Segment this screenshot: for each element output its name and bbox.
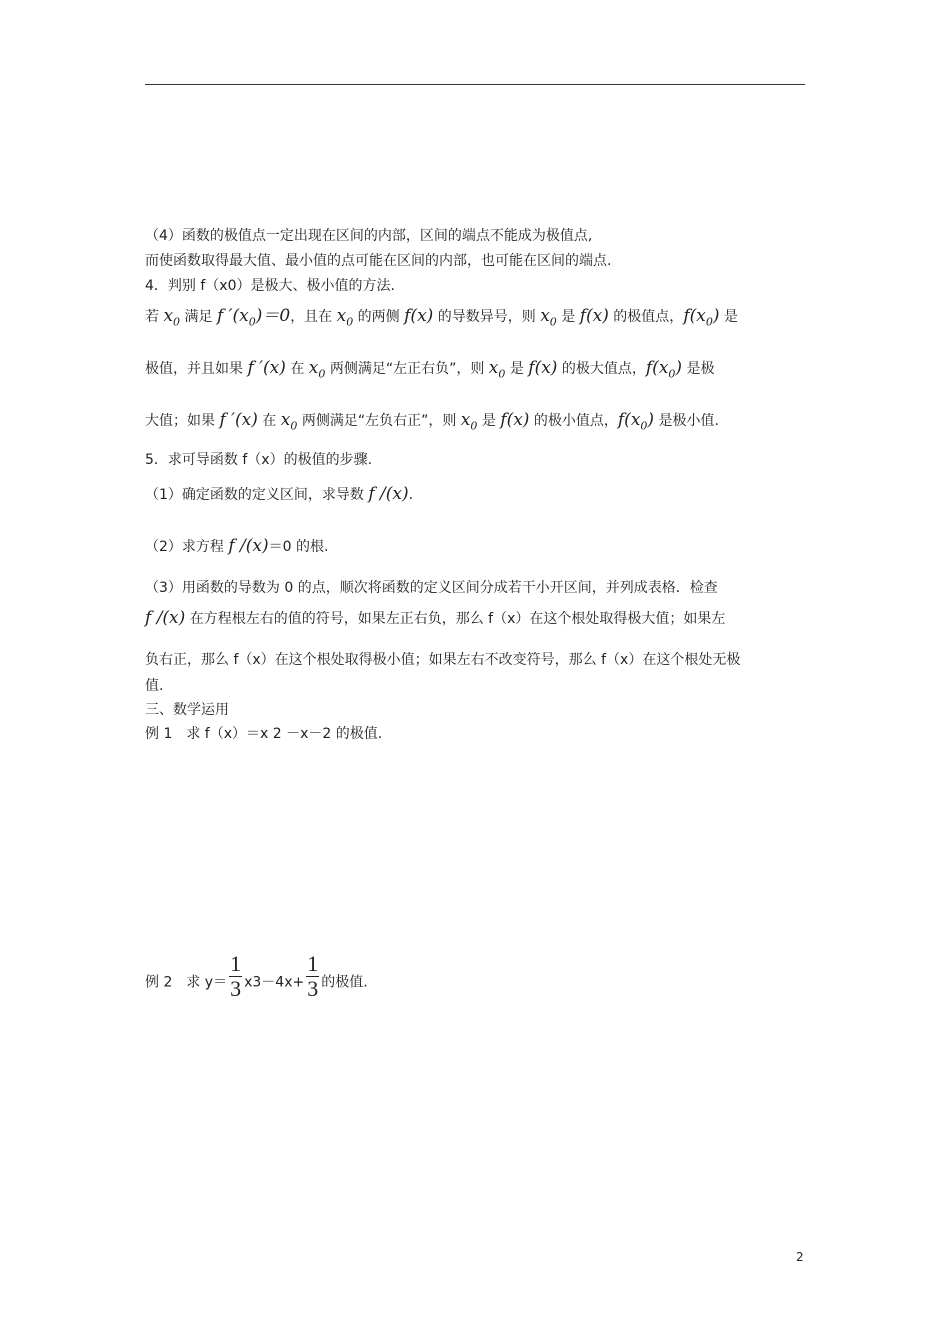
section3-heading: 三、数学运用 xyxy=(145,702,229,718)
math-fslash-x: f /(x) xyxy=(228,536,269,556)
math-fslash-x: f /(x) xyxy=(145,608,186,628)
section4-heading: 4．判别 f（x0）是极大、极小值的方法. xyxy=(145,278,395,294)
math-x0: $x_0$ xyxy=(336,306,354,329)
section5-step2: （2）求方程 f /(x)＝0 的根. xyxy=(145,536,329,556)
math-fx: f(x) xyxy=(404,306,434,326)
math-x0: $x_0$ xyxy=(308,358,326,381)
math-fprime-x: f ′(x) xyxy=(219,410,258,430)
math-x0: $x_0$ xyxy=(280,410,298,433)
example2: 例 2 求 y＝ $\frac{1}{3}$ x3－4x+ $\frac{1}{3}$ 的极值. xyxy=(145,951,368,1001)
math-x0: $x_0$ xyxy=(163,306,181,329)
section5-step3-line4: 值. xyxy=(145,678,164,694)
para4-line1: （4）函数的极值点一定出现在区间的内部，区间的端点不能成为极值点, xyxy=(145,228,593,244)
math-fx: f(x) xyxy=(500,410,530,430)
math-fx0: $f(x_0)$ xyxy=(645,358,683,381)
section5-step1: （1）确定函数的定义区间，求导数 f /(x). xyxy=(145,484,414,504)
para4-line2: 而使函数取得最大值、最小值的点可能在区间的内部，也可能在区间的端点. xyxy=(145,253,612,269)
section4-row2: 极值，并且如果 f ′(x) 在 $x_0$ 两侧满足“左正右负”，则 $x_0$ 是 f(x) 的极大值点，$f(x_0)$ 是极 xyxy=(145,358,715,381)
math-fx0: $f(x_0)$ xyxy=(617,410,655,433)
header-rule xyxy=(145,84,805,85)
math-fslash-x: f /(x) xyxy=(368,484,409,504)
section5-step3-line2: f /(x) 在方程根左右的值的符号，如果左正右负，那么 f（x）在这个根处取得极大值；如果左 xyxy=(145,608,726,628)
math-fx: f(x) xyxy=(528,358,558,378)
math-x0: $x_0$ xyxy=(488,358,506,381)
math-x0: $x_0$ xyxy=(540,306,557,329)
page-number: 2 xyxy=(796,1250,804,1264)
fraction-one-third: $\frac{1}{3}$ xyxy=(307,951,319,1001)
math-fprime-x0-eq-0: f $'(x_0)=0$ xyxy=(216,306,291,329)
math-fx: f(x) xyxy=(579,306,609,326)
math-x0: $x_0$ xyxy=(460,410,478,433)
section5-heading: 5．求可导函数 f（x）的极值的步骤. xyxy=(145,452,373,468)
fraction-one-third: $\frac{1}{3}$ xyxy=(230,951,242,1001)
section5-step3-line1: （3）用函数的导数为 0 的点，顺次将函数的定义区间分成若干小开区间，并列成表格．检查 xyxy=(145,580,718,596)
math-fprime-x: f ′(x) xyxy=(247,358,286,378)
section4-row3: 大值；如果 f ′(x) 在 $x_0$ 两侧满足“左负右正”，则 $x_0$ 是 f(x) 的极小值点，$f(x_0)$ 是极小值. xyxy=(145,410,719,433)
math-fx0: $f(x_0)$ xyxy=(683,306,720,329)
section4-row1: 若 $x_0$ 满足 f $'(x_0)=0$，且在 $x_0$ 的两侧 f(x) 的导数异号，则 $x_0$ 是 f(x) 的极值点，$f(x_0)$ 是 xyxy=(145,306,738,329)
example1: 例 1 求 f（x）＝x 2 －x－2 的极值. xyxy=(145,726,383,742)
section5-step3-line3: 负右正，那么 f（x）在这个根处取得极小值；如果左右不改变符号，那么 f（x）在这个根处无极 xyxy=(145,652,741,668)
